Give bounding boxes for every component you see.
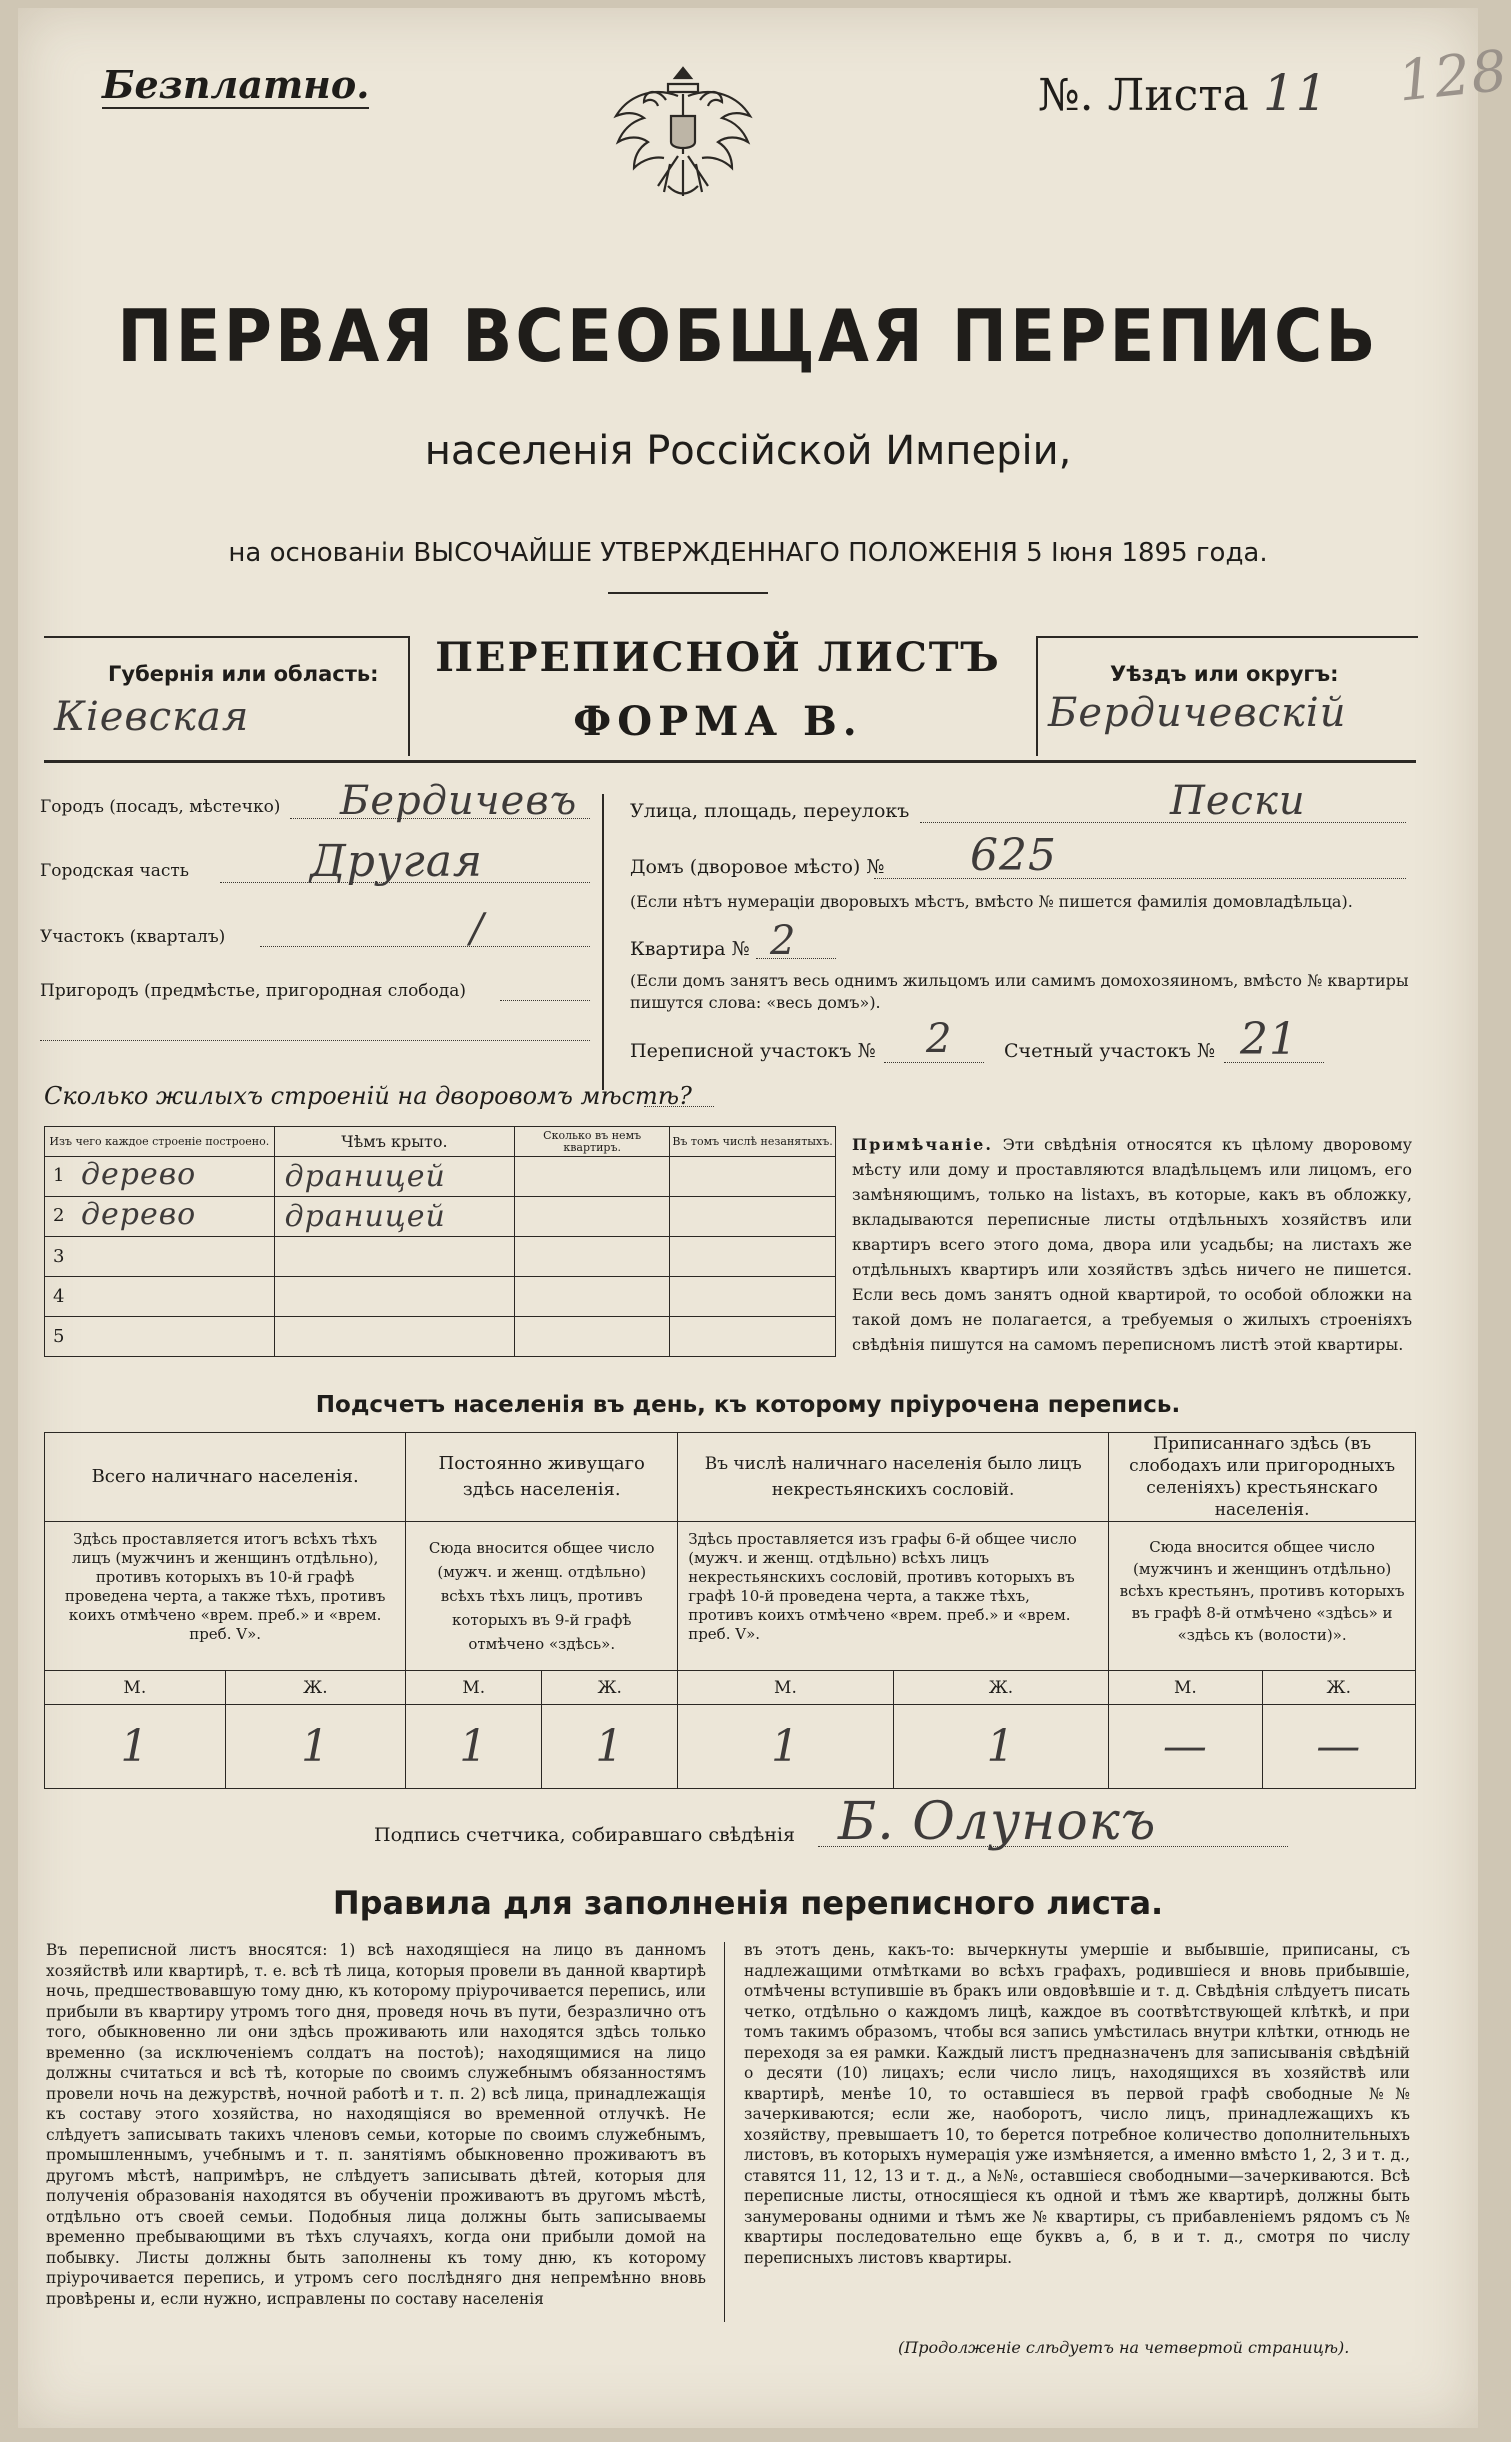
row-number: 4 [53,1286,65,1307]
count-m-label: М. [678,1671,894,1705]
counting-district-value: 21 [1240,1014,1298,1065]
row-number: 3 [53,1246,65,1267]
row-vacant [670,1157,836,1197]
address-right [630,778,1420,1088]
title-divider [608,592,768,594]
count-head-non-peasant: Въ числѣ наличнаго населенія было лицъ некрестьянскихъ сословій. [704,1454,1082,1500]
apartment-note: (Если домъ занятъ весь однимъ жильцомъ или самимъ домохозяиномъ, вмѣсто № квартиры пишутся слова: «весь домъ»). [630,971,1409,1012]
house-label: Домъ (дворовое мѣсто) № [630,856,885,878]
buildings-table [44,1126,836,1357]
count-m-label: М. [45,1671,226,1705]
town-part-value: Другая [310,836,484,887]
city-label: Городъ (посадъ, мѣстечко) [40,797,281,817]
buildings-row [45,1157,836,1197]
count-value-peasant-zh: — [1262,1705,1415,1789]
census-main-title: ПЕРВАЯ ВСЕОБЩАЯ ПЕРЕПИСЬ [117,294,1379,379]
count-text-permanent: Сюда вносится общее число (мужч. и женщ. отдѣльно) всѣхъ тѣхъ лицъ, противъ которыхъ въ 9-й графѣ отмѣчено «здѣсь». [428,1539,655,1653]
count-value-permanent-m: 1 [406,1705,542,1789]
form-type: ФОРМА В. [573,698,863,745]
row-number: 2 [53,1205,65,1226]
district-value: / [470,906,485,952]
uezd-value: Бердичевскій [1048,690,1347,736]
town-part-label: Городская часть [40,861,190,881]
count-value-present-zh: 1 [225,1705,406,1789]
suburb-line-2 [40,1040,590,1041]
buildings-col-apts: Сколько въ немъ квартиръ. [543,1128,642,1154]
counting-district-label: Счетный участокъ № [1004,1040,1215,1062]
apartment-value: 2 [770,918,797,964]
buildings-note-title: Примѣчаніе. [852,1135,993,1154]
count-head-peasant: Приписаннаго здѣсь (въ слободахъ или пригородныхъ селеніяхъ) крестьянскаго населенія. [1129,1434,1396,1520]
buildings-question-line [644,1106,714,1107]
street-line [920,822,1406,823]
sheet-number-value: 11 [1262,64,1329,122]
count-value-peasant-m: — [1109,1705,1262,1789]
row-number: 1 [53,1165,65,1186]
census-sheet [18,8,1511,2428]
double-headed-eagle-emblem [608,56,758,206]
row-number: 5 [53,1326,65,1347]
house-line [874,878,1406,879]
count-zh-label: Ж. [1262,1671,1415,1705]
signature-value: Б. Олунокъ [838,1792,1157,1852]
count-title: Подсчетъ населенія въ день, къ которому пріурочена перепись. [315,1392,1181,1418]
buildings-row [45,1277,836,1317]
buildings-note-text: Эти свѣдѣнія относятся къ цѣлому дворовому мѣсту или дому и проставляются владѣльцемъ или лицомъ, его замѣняющимъ, только на listахъ, въ которые, какъ въ обложку, вкладываются переписные листы отдѣльныхъ хозяйствъ или квартиръ всего этого дома, двора или усадьбы; на листахъ же отдѣльныхъ квартиръ или хозяйствъ здѣсь ничего не пишется. Если весь домъ занятъ одной квартирой, то особой обложки на такой домъ не полагается, а требуемыя о жилыхъ строеніяхъ свѣдѣнія пишутся на самомъ переписномъ листѣ этой квартиры. [852,1135,1412,1354]
count-value-non-peasant-m: 1 [678,1705,894,1789]
street-value: Пески [1170,778,1306,824]
rules-right-column: въ этотъ день, какъ-то: вычеркнуты умершіе и выбывшіе, приписаны, съ надлежащими отмѣтками во всѣхъ графахъ, родившіеся и вновь прибывшіе, отмѣчены вступившіе въ бракъ или овдовѣвшіе и т. д. Свѣдѣнія слѣдуетъ писать четко, отдѣльно о каждомъ лицѣ, каждое въ соотвѣтствующей клѣткѣ, и при томъ такимъ образомъ, чтобы вся запись умѣстилась внутри клѣтки, отнюдь не переходя за ея рамки. Каждый листъ предназначенъ для записыванія свѣдѣній о десяти (10) лицахъ; если число лицъ, находящихся въ хозяйствѣ или квартирѣ, менѣе 10, то оставшіеся въ первой графѣ свободные №№ зачеркиваются; если же, наоборотъ, число лицъ, принадлежащихъ къ хозяйству, превышаетъ 10, то берется потребное количество дополнительныхъ листовъ, въ которыхъ нумерація уже измѣняется, а именно вмѣсто 1, 2, 3 и т. д., ставятся 11, 12, 13 и т. д., а №№, оставшіеся свободными—зачеркиваются. Всѣ переписные листы, относящіеся къ одной и тѣмъ же квартирѣ, должны быть занумерованы одними и тѣмъ же № квартиры, съ прибавленіемъ рядомъ съ № квартиры последовательно еще буквъ а, б, в и т. д., смотря по числу переписныхъ листовъ квартиры. [744,1941,1410,2267]
count-zh-label: Ж. [225,1671,406,1705]
count-head-present: Всего наличнаго населенія. [91,1466,359,1487]
census-district-value: 2 [926,1016,953,1062]
uezd-label: Уѣздъ или округъ: [1110,662,1339,686]
row-apts [515,1157,670,1197]
gubernia-label: Губернія или область: [108,662,379,686]
form-header-rule [44,760,1416,763]
suburb-line-1 [500,1000,590,1001]
rules-left-column: Въ переписной листъ вносятся: 1) всѣ находящіеся на лицо въ данномъ хозяйствѣ или квартирѣ, т. е. всѣ тѣ лица, которыя провели въ данной квартирѣ ночь, предшествовавшую тому дню, къ которому пріурочивается перепись, или прибыли въ квартиру утромъ того дня, проведя ночь въ пути, безразлично отъ того, обыкновенно ли они здѣсь проживають или находятся здѣсь только временно (за исключеніемъ солдатъ на постоѣ); находящимися на лицо должны считаться и всѣ тѣ, которые по своимъ служебнымъ обязанностямъ провели ночь на дежурствѣ, ночной работѣ и т. п. 2) всѣ лица, принадлежащія къ составу этого хозяйства, но находящіяся во временной отлучкѣ. Не слѣдуетъ записывать такихъ членовъ семьи, которые по своимъ служебнымъ, промышленнымъ, учебнымъ и т. п. занятіямъ обыкновенно проживаютъ въ другомъ мѣстѣ, напримѣръ, не слѣдуетъ записывать дѣтей, которыя для полученія образованія находятся въ обученіи проживаютъ въ другомъ мѣстѣ, отдѣльно отъ своей семьи. Подобныя лица должны быть записываемы временно пребывающими въ тѣхъ случаяхъ, когда они прибыли домой на побывку. Листы должны быть заполнены къ тому дню, къ которому пріурочивается перепись, и утромъ сего послѣдняго дня непремѣнно вновь провѣрены и, если нужно, исправлены по составу населенія [46,1941,706,2308]
district-line [260,946,590,947]
address-left [40,778,600,1078]
count-head-permanent: Постоянно живущаго здѣсь населенія. [438,1453,645,1500]
count-text-present: Здѣсь проставляется итогъ всѣхъ тѣхъ лицъ (мужчинъ и женщинъ отдѣльно), противъ которыхъ въ 10-й графѣ проведена черта, а также тѣхъ, противъ коихъ отмѣчено «врем. преб.» и «врем. преб. V». [64,1530,386,1643]
signature-label: Подпись счетчика, собиравшаго свѣдѣнія [374,1824,795,1846]
free-label: Безплатно. [102,62,370,107]
rules-title: Правила для заполненія переписного листа. [332,1884,1164,1922]
gubernia-value: Кіевская [54,694,250,740]
street-label: Улица, площадь, переулокъ [630,800,910,822]
count-text-non-peasant: Здѣсь проставляется изъ графы 6-й общее число (мужч. и женщ. отдѣльно) всѣхъ лицъ некрестьянскихъ сословій, противъ которыхъ въ графѣ 10-й проведена черта, а также тѣхъ, противъ коихъ отмѣчено «врем. преб.» и «врем. преб. V». [688,1530,1077,1643]
suburb-label: Пригородъ (предмѣстье, пригородная слобода) [40,981,467,1001]
count-zh-label: Ж. [542,1671,678,1705]
apartment-label: Квартира № [630,938,750,960]
address-divider [602,794,604,1090]
count-value-non-peasant-zh: 1 [893,1705,1109,1789]
count-value-permanent-zh: 1 [542,1705,678,1789]
buildings-row [45,1237,836,1277]
census-subtitle: населенія Россійской Имперіи, [424,428,1072,474]
buildings-col-roof: Чѣмъ крыто. [341,1132,448,1151]
row-roof: драницей [284,1199,446,1234]
sheet-number-label: №. Листа [1038,70,1249,121]
district-label: Участокъ (кварталъ) [40,927,226,947]
buildings-col-material: Изъ чего каждое строеніе построено. [49,1134,270,1148]
row-apts [515,1197,670,1237]
buildings-question: Сколько жилыхъ строеній на дворовомъ мѣстѣ? [44,1082,692,1110]
gubernia-box [44,636,410,756]
corner-number: 128 [1394,38,1511,115]
count-m-label: М. [1109,1671,1262,1705]
buildings-row [45,1197,836,1237]
census-basis: на основаніи ВЫСОЧАЙШЕ УТВЕРЖДЕННАГО ПОЛОЖЕНІЯ 5 Іюня 1895 года. [228,538,1268,568]
house-value: 625 [970,830,1057,881]
buildings-note [852,1132,1412,1357]
uezd-box [1036,636,1418,756]
census-district-line [884,1062,984,1063]
count-value-present-m: 1 [45,1705,226,1789]
sheet-number [1038,64,1329,122]
city-value: Бердичевъ [340,778,578,824]
row-material: дерево [81,1157,197,1192]
house-note: (Если нѣтъ нумераціи дворовыхъ мѣстъ, вмѣсто № пишется фамилія домовладѣльца). [630,892,1353,911]
row-roof: драницей [284,1159,446,1194]
row-vacant [670,1197,836,1237]
buildings-row [45,1317,836,1357]
census-district-label: Переписной участокъ № [630,1040,876,1062]
count-m-label: М. [406,1671,542,1705]
buildings-col-vacant: Въ томъ числѣ незанятыхъ. [672,1134,833,1148]
rules-continuation: (Продолженіе слѣдуетъ на четвертой страницѣ). [898,2338,1350,2357]
rules-column-divider [724,1942,725,2322]
population-count-table [44,1432,1416,1789]
count-text-peasant: Сюда вносится общее число (мужчинъ и женщинъ отдѣльно) всѣхъ крестьянъ, противъ которыхъ въ графѣ 8-й отмѣчено «здѣсь» и «здѣсь къ (волости)». [1119,1538,1405,1644]
count-zh-label: Ж. [893,1671,1109,1705]
row-material: дерево [81,1197,197,1232]
form-name: ПЕРЕПИСНОЙ ЛИСТЪ [435,634,1001,681]
